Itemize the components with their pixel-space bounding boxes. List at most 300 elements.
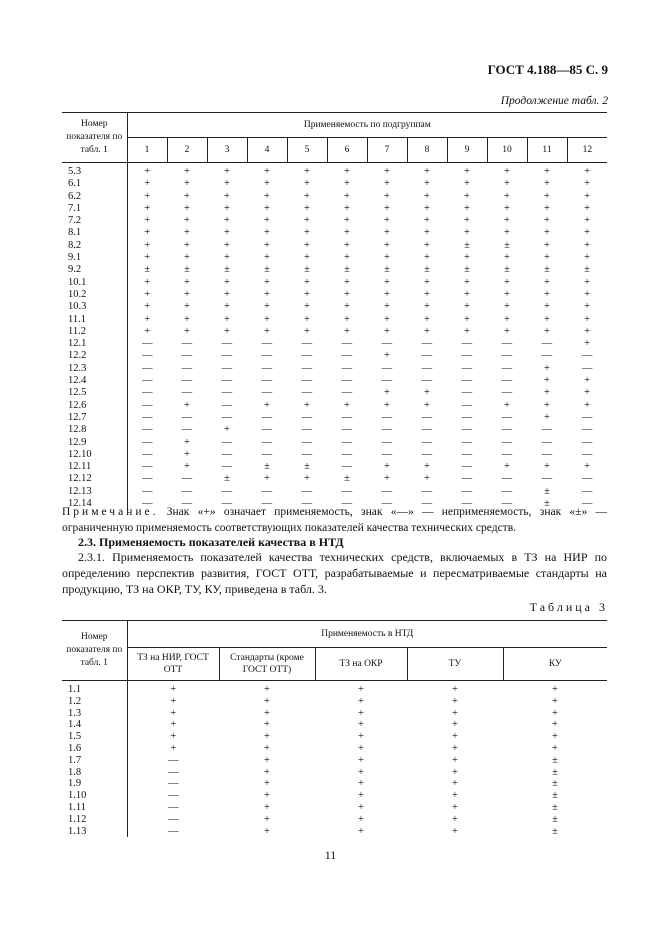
applicability-mark: — [221,485,233,497]
page-number: 11 [324,848,337,862]
applicability-mark: + [224,190,230,202]
applicability-mark: + [224,325,230,337]
applicability-mark: + [344,215,350,227]
applicability-mark: ± [224,264,230,276]
applicability-mark: — [421,411,433,423]
applicability-mark: + [504,313,510,325]
applicability-mark: — [381,498,393,510]
applicability-mark: + [264,215,270,227]
applicability-mark: + [127,314,167,326]
applicability-mark: + [552,695,558,707]
applicability-mark: + [127,227,167,239]
applicability-mark: + [384,387,390,399]
table-row [62,338,607,350]
applicability-mark: + [184,202,190,214]
table-row [62,301,607,313]
table-row [62,252,607,264]
applicability-mark: + [304,239,310,251]
applicability-mark: — [461,387,473,399]
applicability-mark: + [304,313,310,325]
applicability-mark: + [384,301,390,313]
applicability-mark: + [264,742,270,754]
table-row [62,215,607,227]
applicability-mark: + [504,190,510,202]
applicability-mark: + [424,215,430,227]
applicability-mark: — [261,448,273,460]
applicability-mark: — [127,826,219,838]
applicability-mark: + [358,719,364,731]
indicator-number: 1.4 [68,719,82,731]
applicability-mark: + [184,190,190,202]
applicability-mark: — [341,338,353,350]
applicability-mark: ± [384,264,390,276]
subgroup-header: 11 [527,138,567,163]
applicability-mark: ± [584,264,590,276]
applicability-mark: — [381,338,393,350]
applicability-mark: + [184,178,190,190]
applicability-mark: + [544,375,550,387]
applicability-mark: + [424,473,430,485]
applicability-mark: + [358,695,364,707]
applicability-mark: + [452,707,458,719]
applicability-mark: — [261,338,273,350]
applicability-mark: + [584,190,591,202]
applicability-mark: + [264,399,270,411]
applicability-mark: + [127,289,167,301]
applicability-mark: + [424,166,430,177]
indicator-number: 1.10 [68,790,87,802]
applicability-mark: + [127,277,167,289]
indicator-number: 6.1 [68,178,82,190]
applicability-mark: + [358,754,364,766]
applicability-mark: + [264,813,270,825]
applicability-mark: ± [552,813,558,825]
applicability-mark: — [421,338,433,350]
applicability-mark: — [261,424,273,436]
applicability-mark: — [127,814,219,826]
table-row [62,387,607,399]
applicability-mark: + [304,252,310,264]
indicator-number: 1.8 [68,766,82,778]
applicability-mark: + [544,411,550,423]
applicability-mark: — [221,375,233,387]
applicability-mark: + [584,375,591,387]
applicability-mark: — [221,362,233,374]
applicability-mark: + [304,178,310,190]
applicability-mark: + [464,215,470,227]
applicability-mark: + [584,399,591,411]
indicator-number: 12.1 [68,338,87,350]
applicability-mark: — [341,350,353,362]
applicability-mark: + [358,801,364,813]
table-row [62,755,607,767]
applicability-mark: — [381,362,393,374]
applicability-mark: — [501,411,513,423]
applicability-mark: + [127,240,167,252]
applicability-mark: — [381,375,393,387]
applicability-mark: — [461,375,473,387]
applicability-mark: + [544,399,550,411]
applicability-mark: + [424,190,430,202]
indicator-number: 1.12 [68,813,87,825]
applicability-mark: + [264,778,270,790]
table-row [62,486,607,498]
applicability-mark: — [181,498,193,510]
applicability-mark: — [461,338,473,350]
applicability-mark: + [264,190,270,202]
applicability-mark: + [358,684,364,695]
applicability-mark: — [221,498,233,510]
applicability-mark: + [544,461,550,473]
applicability-mark: + [304,276,310,288]
applicability-mark: + [224,215,230,227]
applicability-mark: + [424,325,430,337]
applicability-mark: + [264,766,270,778]
indicator-number: 8.1 [68,227,82,239]
applicability-mark: + [424,202,430,214]
applicability-mark: + [224,288,230,300]
applicability-mark: + [504,215,510,227]
applicability-mark: — [341,424,353,436]
applicability-mark: — [127,412,167,424]
applicability-mark: — [501,485,513,497]
applicability-mark: — [501,350,513,362]
applicability-mark: — [301,498,313,510]
table-row [62,778,607,790]
table-row [62,790,607,802]
applicability-mark: ± [552,825,558,837]
applicability-mark: + [452,742,458,754]
applicability-mark: — [127,387,167,399]
applicability-mark: + [464,301,470,313]
applicability-mark: + [264,325,270,337]
applicability-mark: ± [552,766,558,778]
applicability-mark: — [341,448,353,460]
applicability-mark: + [304,473,310,485]
indicator-number: 12.7 [68,411,87,423]
applicability-mark: + [184,215,190,227]
applicability-mark: — [501,498,513,510]
applicability-mark: + [384,313,390,325]
applicability-mark: + [584,215,591,227]
applicability-mark: + [304,288,310,300]
applicability-mark: + [544,325,550,337]
applicability-mark: + [424,301,430,313]
applicability-mark: + [424,178,430,190]
applicability-mark: — [261,498,273,510]
applicability-mark: + [584,276,591,288]
applicability-mark: + [584,301,591,313]
applicability-mark: + [384,178,390,190]
applicability-mark: — [181,375,193,387]
applicability-mark: ± [464,264,470,276]
applicability-mark: — [421,485,433,497]
table-row [62,326,607,338]
table-row [62,424,607,436]
applicability-mark: — [221,411,233,423]
applicability-mark: + [264,301,270,313]
applicability-mark: + [544,362,550,374]
indicator-number: 1.11 [68,801,86,813]
applicability-mark: — [221,448,233,460]
applicability-mark: + [224,227,230,239]
applicability-mark: + [504,166,510,177]
applicability-mark: ± [127,264,167,276]
subgroup-header: 9 [447,138,487,163]
table-row [62,363,607,375]
applicability-mark: + [452,790,458,802]
applicability-mark: + [224,166,230,177]
applicability-mark: + [264,239,270,251]
applicability-mark: + [264,731,270,743]
applicability-mark: — [421,375,433,387]
subgroup-header: 6 [327,138,367,163]
table-row [62,719,607,731]
applicability-mark: — [541,338,553,350]
table-row [62,289,607,301]
table-row [62,163,607,179]
applicability-mark: — [127,802,219,814]
applicability-mark: + [384,239,390,251]
applicability-mark: + [584,387,591,399]
applicability-mark: + [127,708,219,720]
applicability-mark: — [541,350,553,362]
indicator-number: 1.7 [68,754,82,766]
applicability-mark: + [552,684,558,695]
applicability-mark: + [384,227,390,239]
applicability-mark: — [301,387,313,399]
applicability-mark: + [184,288,190,300]
indicator-number: 12.14 [68,498,92,510]
applicability-mark: + [264,473,270,485]
applicability-mark: — [301,338,313,350]
applicability-mark: + [464,190,470,202]
applicability-mark: — [381,485,393,497]
applicability-mark: — [421,350,433,362]
table-row [62,375,607,387]
applicability-mark: + [452,754,458,766]
applicability-mark: + [264,288,270,300]
applicability-mark: — [127,778,219,790]
applicability-mark: ± [424,264,430,276]
applicability-mark: — [581,411,593,423]
applicability-mark: + [452,731,458,743]
subgroup-header: 7 [367,138,407,163]
indicator-number: 8.2 [68,239,82,251]
applicability-mark: — [261,411,273,423]
applicability-mark: + [584,313,591,325]
applicability-mark: + [224,252,230,264]
applicability-mark: + [184,166,190,177]
applicability-mark: — [221,387,233,399]
applicability-mark: + [358,825,364,837]
note-label: Примечание. [62,506,159,518]
applicability-mark: ± [552,790,558,802]
applicability-mark: — [181,387,193,399]
applicability-mark: ± [504,264,510,276]
applicability-mark: — [341,498,353,510]
applicability-mark: — [261,485,273,497]
applicability-mark: — [341,411,353,423]
applicability-mark: ± [544,264,550,276]
applicability-mark: — [581,362,593,374]
applicability-mark: — [581,350,593,362]
indicator-number: 11.2 [68,325,86,337]
indicator-number: 1.2 [68,695,82,707]
applicability-mark: + [384,276,390,288]
indicator-number: 12.4 [68,375,87,387]
applicability-mark: + [464,178,470,190]
applicability-mark: — [341,436,353,448]
table-row [62,826,607,838]
subgroup-header: 4 [247,138,287,163]
applicability-mark: — [127,350,167,362]
applicability-mark: + [544,190,550,202]
applicability-mark: — [261,350,273,362]
applicability-mark: + [358,742,364,754]
table-row [62,767,607,779]
indicator-number: 12.6 [68,399,87,411]
table-note [62,504,607,536]
applicability-mark: — [461,473,473,485]
applicability-mark: — [301,436,313,448]
applicability-mark: + [552,707,558,719]
applicability-mark: + [452,684,458,695]
applicability-mark: — [181,362,193,374]
applicability-mark: + [304,215,310,227]
applicability-mark: — [301,448,313,460]
applicability-mark: + [464,288,470,300]
applicability-mark: — [501,473,513,485]
indicator-number: 12.12 [68,473,92,485]
table-row [62,178,607,190]
applicability-mark: + [358,766,364,778]
applicability-mark: + [384,325,390,337]
applicability-mark: + [464,227,470,239]
table-row [62,743,607,755]
applicability-mark: — [581,473,593,485]
applicability-mark: — [541,448,553,460]
applicability-mark: + [304,301,310,313]
applicability-mark: — [341,387,353,399]
column-header-subgroup-applicability: Применяемость по подгруппам [127,113,607,138]
applicability-mark: + [464,313,470,325]
applicability-mark: + [424,227,430,239]
applicability-mark: ± [544,498,550,510]
applicability-in-ntd-table [62,620,607,837]
applicability-mark: — [581,485,593,497]
applicability-mark: ± [264,461,270,473]
applicability-mark: + [504,276,510,288]
applicability-mark: — [421,448,433,460]
applicability-mark: + [344,166,350,177]
applicability-mark: + [424,399,430,411]
note-text: Знак «+» означает применяемость, знак «—» — неприменяемость, знак «±» — ограниченную применяемость соответствующих показателей качества технических средств. [62,506,608,534]
applicability-mark: + [264,801,270,813]
indicator-number: 12.2 [68,350,87,362]
applicability-mark: + [264,276,270,288]
indicator-number: 10.2 [68,288,87,300]
applicability-mark: + [552,731,558,743]
indicator-number: 12.5 [68,387,87,399]
indicator-number: 1.6 [68,742,82,754]
indicator-number: 7.1 [68,202,82,214]
table-row [62,412,607,424]
applicability-mark: — [461,448,473,460]
applicability-mark: + [127,719,219,731]
applicability-mark: + [264,754,270,766]
applicability-mark: + [552,719,558,731]
applicability-mark: — [181,338,193,350]
applicability-mark: — [127,790,219,802]
applicability-mark: + [452,778,458,790]
indicator-number: 1.1 [68,684,82,695]
applicability-mark: + [544,178,550,190]
applicability-mark: ± [304,461,310,473]
subgroup-header: 10 [487,138,527,163]
table-row [62,240,607,252]
applicability-mark: + [384,350,390,362]
subgroup-header: 2 [167,138,207,163]
table-row [62,264,607,276]
indicator-number: 12.13 [68,485,92,497]
section-paragraph: 2.3.1. Применяемость показателей качества технических средств, включаемых в ТЗ на НИР по определению перспектив развития, ГОСТ ОТТ, разрабатываемые и пересматриваемые стандарты на продукцию, ТЗ на ОКР, ТУ, КУ, приведена в табл. 3. [62,550,607,596]
applicability-mark: + [544,166,550,177]
applicability-mark: ± [344,264,350,276]
applicability-mark: + [384,190,390,202]
table-row [62,696,607,708]
applicability-mark: + [344,202,350,214]
applicability-mark: + [304,227,310,239]
applicability-mark: — [127,755,219,767]
table-row [62,708,607,720]
applicability-mark: ± [464,239,470,251]
applicability-mark: — [341,461,353,473]
applicability-mark: — [127,498,167,510]
table-row [62,191,607,203]
applicability-mark: + [544,301,550,313]
indicator-number: 12.10 [68,448,92,460]
applicability-mark: + [264,166,270,177]
applicability-mark: + [504,178,510,190]
applicability-mark: + [224,301,230,313]
applicability-mark: + [344,252,350,264]
applicability-mark: — [461,461,473,473]
applicability-mark: + [264,313,270,325]
applicability-mark: + [464,325,470,337]
applicability-mark: + [184,313,190,325]
applicability-mark: + [264,178,270,190]
indicator-number: 12.8 [68,424,87,436]
applicability-mark: — [501,362,513,374]
applicability-mark: — [341,485,353,497]
table-row [62,731,607,743]
applicability-mark: + [344,178,350,190]
applicability-mark: — [541,424,553,436]
applicability-mark: + [264,695,270,707]
applicability-mark: — [127,449,167,461]
applicability-mark: — [181,411,193,423]
applicability-mark: + [127,681,219,696]
applicability-mark: + [544,252,550,264]
applicability-mark: — [581,436,593,448]
applicability-mark: + [504,325,510,337]
applicability-mark: — [501,375,513,387]
applicability-mark: — [301,375,313,387]
table-3-label: Таблица 3 [529,600,608,614]
applicability-mark: + [358,778,364,790]
applicability-mark: + [127,252,167,264]
